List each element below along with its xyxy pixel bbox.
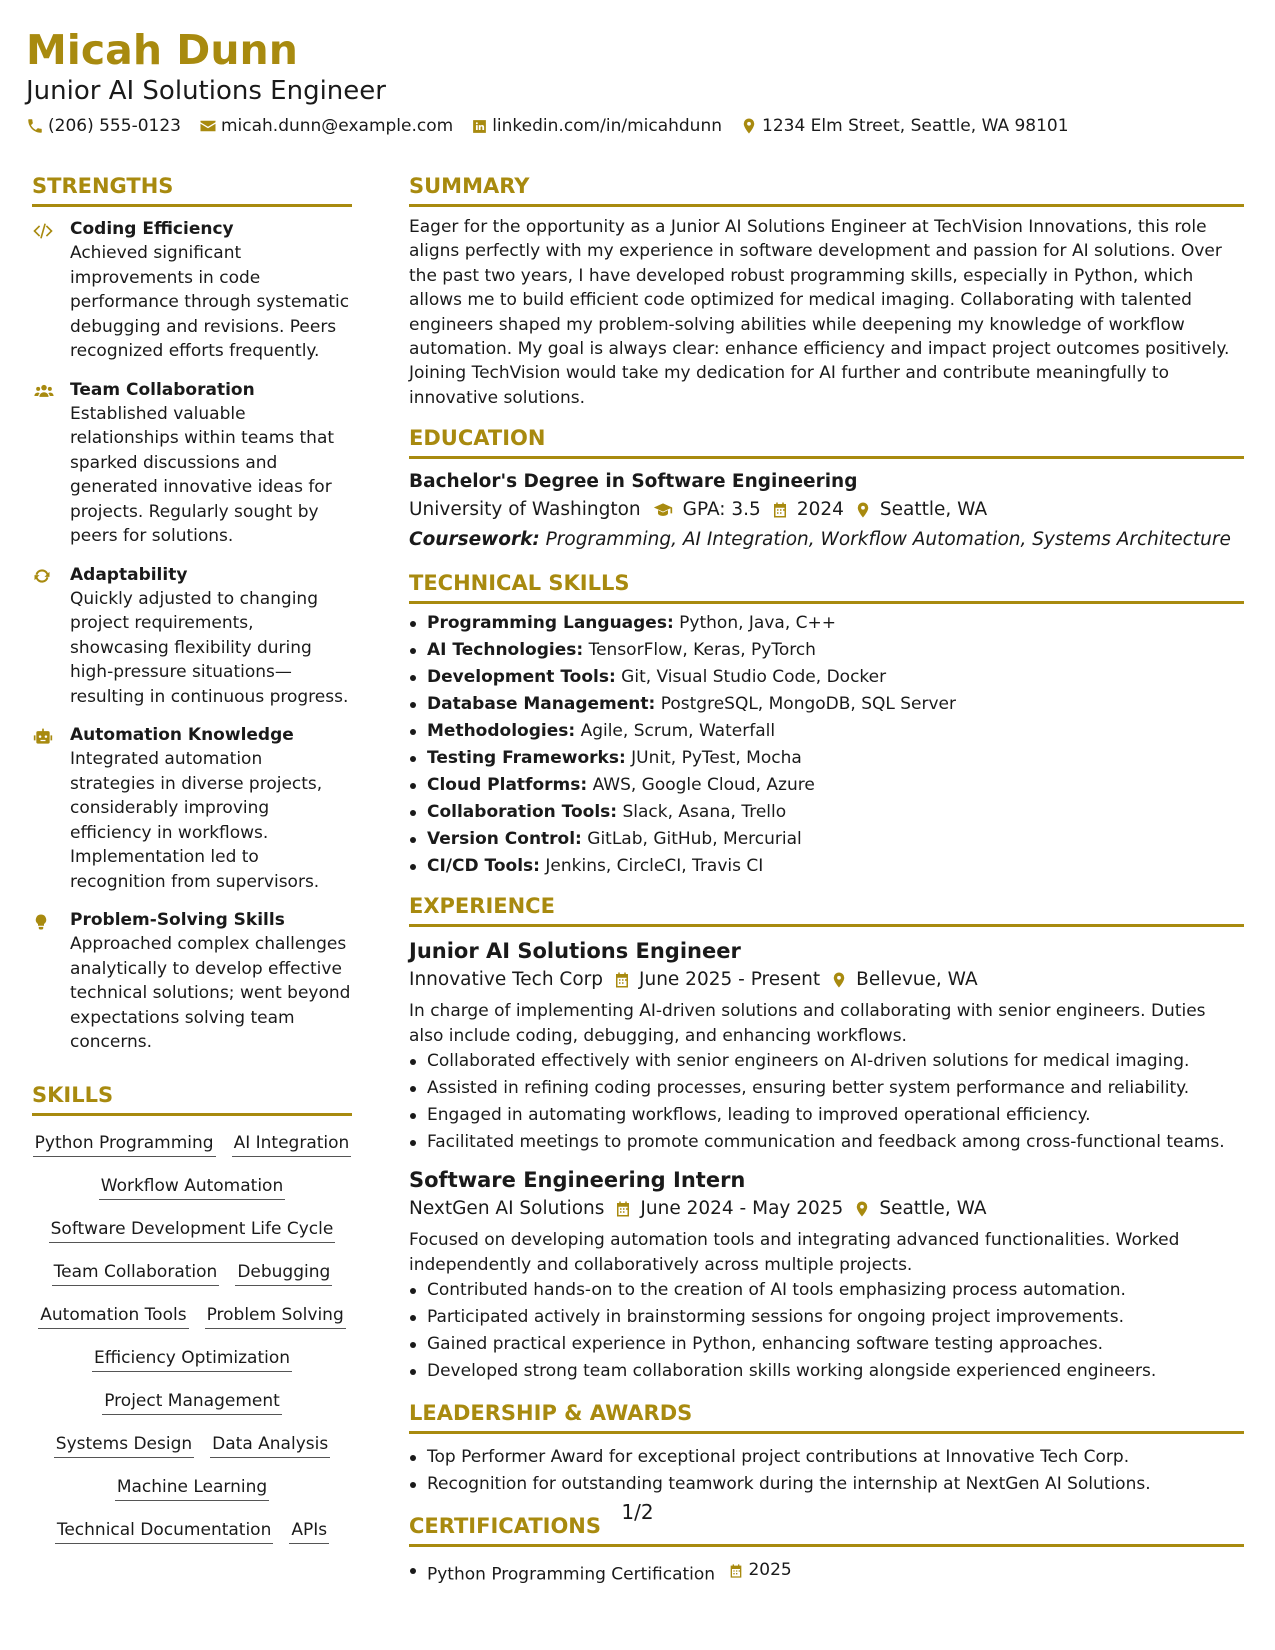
linkedin-link[interactable]: linkedin.com/in/micahdunn <box>492 116 723 136</box>
technical-skills-heading: TECHNICAL SKILLS <box>409 569 1244 604</box>
job-dates-item <box>614 1194 843 1224</box>
skill-tag: Technical Documentation <box>55 1517 274 1544</box>
candidate-title: Junior AI Solutions Engineer <box>26 76 386 106</box>
strength-title: Problem-Solving Skills <box>70 910 285 930</box>
leadership-heading: LEADERSHIP & AWARDS <box>409 1399 1244 1434</box>
job-dates: June 2025 - Present <box>639 969 821 991</box>
list-item: Developed strong team collaboration skills working alongside experienced engineers. <box>409 1358 1244 1385</box>
contact-bar <box>26 116 1249 136</box>
school-location-text: Seattle, WA <box>879 499 988 521</box>
strength-item <box>32 217 352 364</box>
skill-tag: Automation Tools <box>38 1302 188 1329</box>
strength-title: Coding Efficiency <box>70 219 234 239</box>
job-description: In charge of implementing AI-driven solutions and collaborating with senior engineers. Duties also include coding, debugging, and enhancing workflows. <box>409 1001 1206 1046</box>
tech-skill-label: Development Tools: <box>427 667 616 688</box>
company-name: NextGen AI Solutions <box>409 1198 605 1220</box>
list-item <box>409 799 1244 826</box>
education-meta <box>409 495 1244 525</box>
tech-skill-label: CI/CD Tools: <box>427 856 540 877</box>
coursework-label: Coursework: <box>409 529 540 551</box>
degree-title: Bachelor's Degree in Software Engineering <box>409 471 858 493</box>
skills-heading: SKILLS <box>32 1081 352 1116</box>
strength-title: Automation Knowledge <box>70 725 294 745</box>
right-column <box>409 172 1244 1589</box>
tech-skill-label: Methodologies: <box>427 721 576 742</box>
left-column <box>32 172 352 1560</box>
strength-desc: Integrated automation strategies in diverse projects, considerably improving efficiency in workflows. Implementation led to recognition from supervisors. <box>70 749 323 892</box>
skill-tag: Systems Design <box>54 1431 194 1458</box>
summary-text: Eager for the opportunity as a Junior AI Solutions Engineer at TechVision Innovations, this role aligns perfectly with my experience in software development and passion for AI solutions. Over the past two years, I have developed robust programming skills, especially in Python, which allows me to build efficient code optimized for medical imaging. Collaborating with talented engineers shaped my problem-solving abilities while deepening my knowledge of workflow automation. My goal is always clear: enhance efficiency and impact project outcomes positively. Joining TechVision would take my dedication for AI further and contribute meaningfully to innovative solutions. <box>409 217 1230 408</box>
certifications-heading: CERTIFICATIONS <box>409 1512 1244 1547</box>
skill-tag: Debugging <box>235 1259 332 1286</box>
candidate-name: Micah Dunn <box>26 26 298 74</box>
tech-skill-value: GitLab, GitHub, Mercurial <box>587 829 802 850</box>
list-item: Recognition for outstanding teamwork during the internship at NextGen AI Solutions. <box>409 1471 1244 1498</box>
tech-skill-value: Git, Visual Studio Code, Docker <box>621 667 887 688</box>
job-entry <box>409 1166 1244 1385</box>
list-item <box>409 772 1244 799</box>
job-title: Software Engineering Intern <box>409 1168 746 1193</box>
tech-skill-value: Agile, Scrum, Waterfall <box>580 721 776 742</box>
list-item <box>409 664 1244 691</box>
leadership-list <box>409 1444 1244 1498</box>
job-location-item <box>853 1194 986 1224</box>
certification-year: 2025 <box>748 1560 792 1581</box>
list-item: Participated actively in brainstorming sessions for ongoing project improvements. <box>409 1304 1244 1331</box>
tech-skill-value: Python, Java, C++ <box>679 613 836 634</box>
job-location: Bellevue, WA <box>856 969 978 991</box>
location-icon <box>853 1199 871 1219</box>
strength-desc: Achieved significant improvements in code performance through systematic debugging and revisions. Peers recognized efforts frequently. <box>70 243 350 361</box>
job-meta <box>409 965 1244 995</box>
email-icon <box>199 117 217 135</box>
list-item <box>409 691 1244 718</box>
tech-skill-label: AI Technologies: <box>427 640 584 661</box>
job-location: Seattle, WA <box>879 1198 987 1220</box>
job-entry <box>409 937 1244 1156</box>
contact-linkedin[interactable] <box>471 116 722 136</box>
list-item: Facilitated meetings to promote communication and feedback among cross-functional teams. <box>409 1129 1244 1156</box>
job-meta <box>409 1194 1244 1224</box>
address-text: 1234 Elm Street, Seattle, WA 98101 <box>762 116 1069 136</box>
strengths-heading: STRENGTHS <box>32 172 352 207</box>
job-bullets <box>409 1277 1244 1385</box>
calendar-icon <box>613 970 631 990</box>
strength-title: Team Collaboration <box>70 379 255 400</box>
list-item: Gained practical experience in Python, enhancing software testing approaches. <box>409 1331 1244 1358</box>
job-title: Junior AI Solutions Engineer <box>409 939 741 964</box>
job-dates: June 2024 - May 2025 <box>640 1198 844 1220</box>
school-location-item <box>854 495 987 525</box>
skill-tag: Workflow Automation <box>99 1173 285 1200</box>
robot-icon <box>32 727 54 747</box>
gpa-item <box>651 495 761 525</box>
calendar-icon <box>771 500 789 520</box>
tech-skill-label: Testing Frameworks: <box>427 748 626 769</box>
job-description: Focused on developing automation tools and integrating advanced functionalities. Worked independently and collaboratively across multiple projects. <box>409 1230 1180 1275</box>
coursework-text: Programming, AI Integration, Workflow Automation, Systems Architecture <box>545 529 1231 551</box>
location-icon <box>854 500 872 520</box>
list-item <box>409 826 1244 853</box>
skills-list <box>32 1130 352 1560</box>
strengths-list <box>32 217 352 1055</box>
skill-tag: AI Integration <box>232 1130 352 1157</box>
list-item <box>409 853 1244 880</box>
calendar-icon <box>614 1199 632 1219</box>
strength-item <box>32 908 352 1055</box>
skill-tag: Team Collaboration <box>52 1259 220 1286</box>
linkedin-icon <box>471 118 488 135</box>
list-item: Contributed hands-on to the creation of AI tools emphasizing process automation. <box>409 1277 1244 1304</box>
phone-text: (206) 555-0123 <box>48 116 181 136</box>
tech-skill-label: Database Management: <box>427 694 656 715</box>
list-item: Top Performer Award for exceptional project contributions at Innovative Tech Corp. <box>409 1444 1244 1471</box>
tech-skill-label: Collaboration Tools: <box>427 802 618 823</box>
list-item <box>409 1557 1244 1589</box>
list-item: Engaged in automating workflows, leading to improved operational efficiency. <box>409 1102 1244 1129</box>
skill-tag: Data Analysis <box>210 1431 330 1458</box>
tech-skill-label: Cloud Platforms: <box>427 775 588 796</box>
experience-heading: EXPERIENCE <box>409 892 1244 927</box>
skill-tag: APIs <box>289 1517 329 1544</box>
list-item <box>409 637 1244 664</box>
grad-year-item <box>771 495 844 525</box>
strength-item <box>32 378 352 549</box>
tech-skill-value: JUnit, PyTest, Mocha <box>631 748 802 769</box>
list-item <box>409 610 1244 637</box>
tech-skill-value: Slack, Asana, Trello <box>622 802 787 823</box>
email-link[interactable]: micah.dunn@example.com <box>220 116 454 136</box>
contact-address <box>740 116 1069 136</box>
skill-tag: Project Management <box>102 1388 282 1415</box>
skill-tag: Machine Learning <box>115 1474 269 1501</box>
skill-tag: Efficiency Optimization <box>92 1345 292 1372</box>
tech-skill-value: Jenkins, CircleCI, Travis CI <box>545 856 764 877</box>
strength-desc: Quickly adjusted to changing project requirements, showcasing flexibility during high-pressure situations—resulting in continuous progress. <box>70 588 349 707</box>
job-dates-item <box>613 965 820 995</box>
skill-tag: Software Development Life Cycle <box>49 1216 336 1243</box>
strength-desc: Approached complex challenges analytically to develop effective technical solutions; went beyond expectations solving team concerns. <box>70 934 351 1052</box>
strength-desc: Established valuable relationships within teams that sparked discussions and generated innovative ideas for projects. Regularly sought by peers for solutions. <box>70 403 335 546</box>
users-icon <box>32 381 56 401</box>
contact-phone <box>26 116 181 136</box>
graduation-cap-icon <box>651 500 675 520</box>
certifications-list <box>409 1557 1244 1589</box>
grad-year-text: 2024 <box>796 499 844 521</box>
phone-icon <box>26 117 44 135</box>
school-name: University of Washington <box>409 499 641 521</box>
lightbulb-icon <box>32 912 50 932</box>
education-heading: EDUCATION <box>409 424 1244 459</box>
skill-tag: Problem Solving <box>205 1302 346 1329</box>
sync-icon <box>32 566 52 586</box>
tech-skill-value: TensorFlow, Keras, PyTorch <box>588 640 816 661</box>
list-item <box>409 745 1244 772</box>
job-location-item <box>830 965 978 995</box>
strength-item <box>32 563 352 710</box>
page-number: 1/2 <box>621 1500 654 1524</box>
tech-skill-value: PostgreSQL, MongoDB, SQL Server <box>660 694 957 715</box>
coursework-line <box>409 525 1244 555</box>
skill-tag: Python Programming <box>33 1130 216 1157</box>
strength-item <box>32 723 352 894</box>
strength-title: Adaptability <box>70 564 188 585</box>
job-bullets <box>409 1048 1244 1156</box>
certification-name: Python Programming Certification <box>427 1564 716 1585</box>
gpa-text: GPA: 3.5 <box>682 499 761 521</box>
list-item: Collaborated effectively with senior engineers on AI-driven solutions for medical imaging. <box>409 1048 1244 1075</box>
tech-skill-label: Version Control: <box>427 829 582 850</box>
list-item <box>409 718 1244 745</box>
technical-skills-list <box>409 610 1244 880</box>
code-icon <box>32 221 54 241</box>
tech-skill-value: AWS, Google Cloud, Azure <box>592 775 815 796</box>
contact-email[interactable] <box>199 116 453 136</box>
certification-year-item <box>728 1557 791 1584</box>
summary-heading: SUMMARY <box>409 172 1244 207</box>
calendar-icon <box>728 1562 744 1580</box>
company-name: Innovative Tech Corp <box>409 969 604 991</box>
tech-skill-label: Programming Languages: <box>427 613 674 634</box>
location-icon <box>830 970 848 990</box>
resume-header <box>26 24 1249 136</box>
location-icon <box>740 117 758 135</box>
list-item: Assisted in refining coding processes, ensuring better system performance and reliability. <box>409 1075 1244 1102</box>
